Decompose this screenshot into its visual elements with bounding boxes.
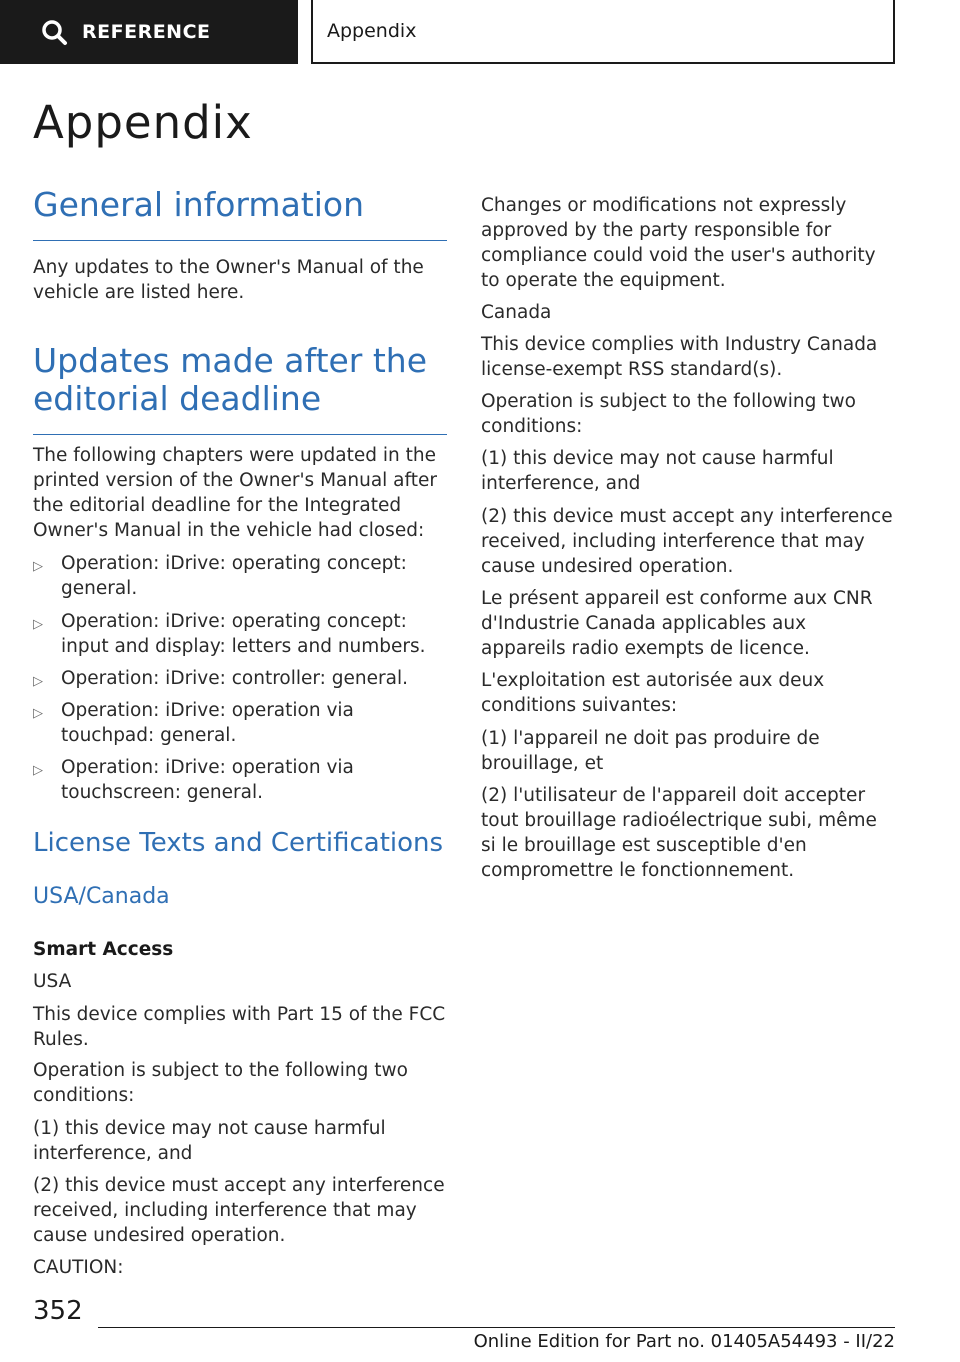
paragraph: (2) l'utilisateur de l'appareil doit accepter tout brouillage radioélectrique subi, même si le brouillage est susceptible d'en compromettre le fonctionnement. bbox=[481, 785, 877, 881]
list-item: ▷ Operation: iDrive: operation via touchpad: general. bbox=[33, 700, 354, 746]
paragraph: (2) this device must accept any interference received, including interference that may cause undesired operation. bbox=[481, 506, 893, 577]
paragraph: Operation is subject to the following two conditions: bbox=[481, 391, 856, 437]
triangle-right-icon: ▷ bbox=[33, 706, 43, 721]
paragraph: L'exploitation est autorisée aux deux conditions suivantes: bbox=[481, 670, 825, 716]
search-icon bbox=[40, 18, 68, 46]
footer-divider bbox=[98, 1327, 895, 1328]
general-information-text: Any updates to the Owner's Manual of the vehicle are listed here. bbox=[33, 257, 424, 303]
paragraph: Operation is subject to the following two conditions: bbox=[33, 1060, 408, 1106]
paragraph: (1) l'appareil ne doit pas produire de brouillage, et bbox=[481, 728, 820, 774]
list-item: ▷ Operation: iDrive: operating concept: general. bbox=[33, 553, 407, 599]
usa-canada-heading: USA/Canada bbox=[33, 884, 170, 909]
triangle-right-icon: ▷ bbox=[33, 559, 43, 574]
page-number: 352 bbox=[33, 1296, 83, 1326]
page-title: Appendix bbox=[33, 96, 253, 149]
chapter-label: Appendix bbox=[327, 20, 417, 42]
list-item: ▷ Operation: iDrive: operating concept: input and display: letters and numbers. bbox=[33, 611, 426, 657]
paragraph: Canada bbox=[481, 302, 552, 323]
paragraph: Le présent appareil est conforme aux CNR d'Industrie Canada applicables aux appareils radio exempts de licence. bbox=[481, 588, 873, 659]
license-heading: License Texts and Certifications bbox=[33, 828, 444, 858]
edition-text: Online Edition for Part no. 01405A54493 - II/22 bbox=[473, 1331, 895, 1352]
paragraph: Changes or modifications not expressly approved by the party responsible for compliance could void the user's authority to operate the equipment. bbox=[481, 195, 876, 291]
paragraph: This device complies with Industry Canada license-exempt RSS standard(s). bbox=[481, 334, 878, 380]
paragraph: CAUTION: bbox=[33, 1257, 124, 1278]
list-item: ▷ Operation: iDrive: controller: general. bbox=[33, 666, 447, 694]
paragraph: (1) this device may not cause harmful interference, and bbox=[481, 448, 834, 494]
chapter-tab[interactable] bbox=[311, 0, 895, 64]
reference-label: REFERENCE bbox=[82, 21, 211, 43]
triangle-right-icon: ▷ bbox=[33, 674, 43, 689]
paragraph: (1) this device may not cause harmful interference, and bbox=[33, 1118, 386, 1164]
triangle-right-icon: ▷ bbox=[33, 617, 43, 632]
paragraph: This device complies with Part 15 of the FCC Rules. bbox=[33, 1004, 446, 1050]
general-information-heading: General information bbox=[33, 186, 447, 241]
updates-intro: The following chapters were updated in the printed version of the Owner's Manual after the editorial deadline for the Integrated Owner's Manual in the vehicle had closed: bbox=[33, 445, 437, 541]
paragraph: (2) this device must accept any interference received, including interference that may cause undesired operation. bbox=[33, 1175, 445, 1246]
triangle-right-icon: ▷ bbox=[33, 763, 43, 778]
updates-heading: Updates made after the editorial deadline bbox=[33, 342, 447, 435]
list-item: ▷ Operation: iDrive: operation via touchscreen: general. bbox=[33, 757, 354, 803]
reference-tab[interactable] bbox=[0, 0, 298, 64]
paragraph: USA bbox=[33, 971, 72, 992]
smart-access-heading: Smart Access bbox=[33, 939, 174, 960]
